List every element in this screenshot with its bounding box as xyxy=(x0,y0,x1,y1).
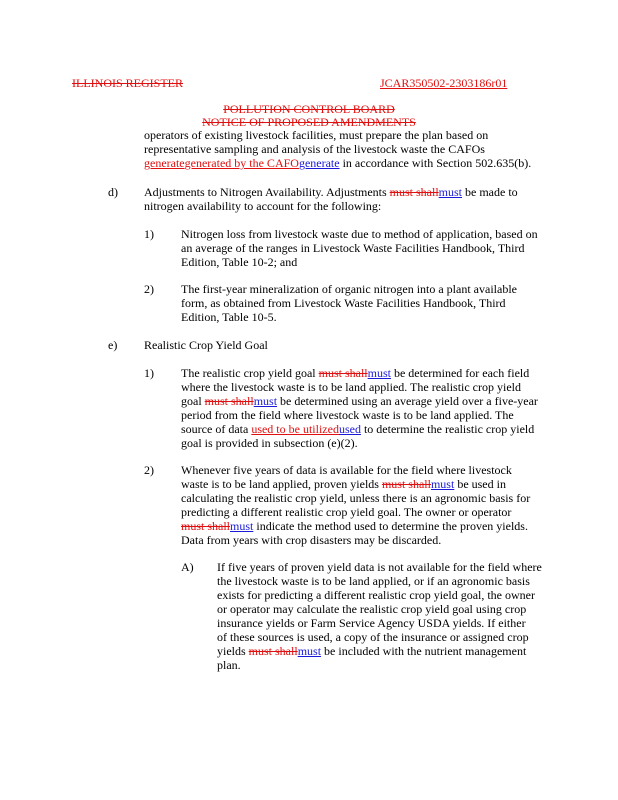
d-item-1-num: 1) xyxy=(144,227,154,241)
d-item-1-text: Nitrogen loss from livestock waste due to method of application, based on an average of the ranges in Livestock Waste Facilities Handbook, Third Edition, Table 10-2; and xyxy=(181,227,538,269)
jcar-number: JCAR350502-2303186r01 xyxy=(380,76,508,90)
d-item-2-num: 2) xyxy=(144,282,154,296)
board-title: POLLUTION CONTROL BOARD xyxy=(223,102,395,116)
subsection-d-text: Adjustments to Nitrogen Availability. Adjustments must shallmust be made to nitrogen availability to account for the following: xyxy=(144,185,518,213)
notice-title: NOTICE OF PROPOSED AMENDMENTS xyxy=(202,115,416,129)
subsection-d-label: d) xyxy=(108,185,118,199)
intro-paragraph: operators of existing livestock facilities, must prepare the plan based on representative sampling and analysis of the livestock waste the CAFOs generategenerated by the CAFOgenerate in accordance with Section 502.635(b). xyxy=(144,128,532,170)
e-item-2-text: Whenever five years of data is available for the field where livestock waste is to be land applied, proven yields must shallmust be used in calculating the realistic crop yield, unless there is an agronomic basis for predicting a different realistic crop yield goal. The owner or operator must shallmust indicate the method used to determine the proven yields. Data from years with crop disasters may be discarded. xyxy=(181,463,531,547)
register-title: ILLINOIS REGISTER xyxy=(72,76,183,90)
e-item-1-text: The realistic crop yield goal must shallmust be determined for each field where the livestock waste is to be land applied. The realistic crop yield goal must shallmust be determined using an average yield over a five-year period from the field where livestock waste is to be land applied. The source of data used to be utilizedused to determine the realistic crop yield goal is provided in subsection (e)(2). xyxy=(181,366,538,450)
d-item-2-text: The first-year mineralization of organic nitrogen into a plant available form, as obtained from Livestock Waste Facilities Handbook, Third Edition, Table 10-5. xyxy=(181,282,517,324)
e2-item-A-text: If five years of proven yield data is not available for the field where the livestock waste is to be land applied, or if an agronomic basis exists for predicting a different realistic crop yield goal, the owner or operator may calculate the realistic crop yield goal using crop insurance yields or Farm Service Agency USDA yields. If either of these sources is used, a copy of the insurance or assigned crop yields must shallmust be included with the nutrient management plan. xyxy=(217,560,542,672)
subsection-e-title: Realistic Crop Yield Goal xyxy=(144,338,268,352)
e-item-2-num: 2) xyxy=(144,463,154,477)
e2-item-A-num: A) xyxy=(181,560,194,574)
e-item-1-num: 1) xyxy=(144,366,154,380)
subsection-e-label: e) xyxy=(108,338,118,352)
